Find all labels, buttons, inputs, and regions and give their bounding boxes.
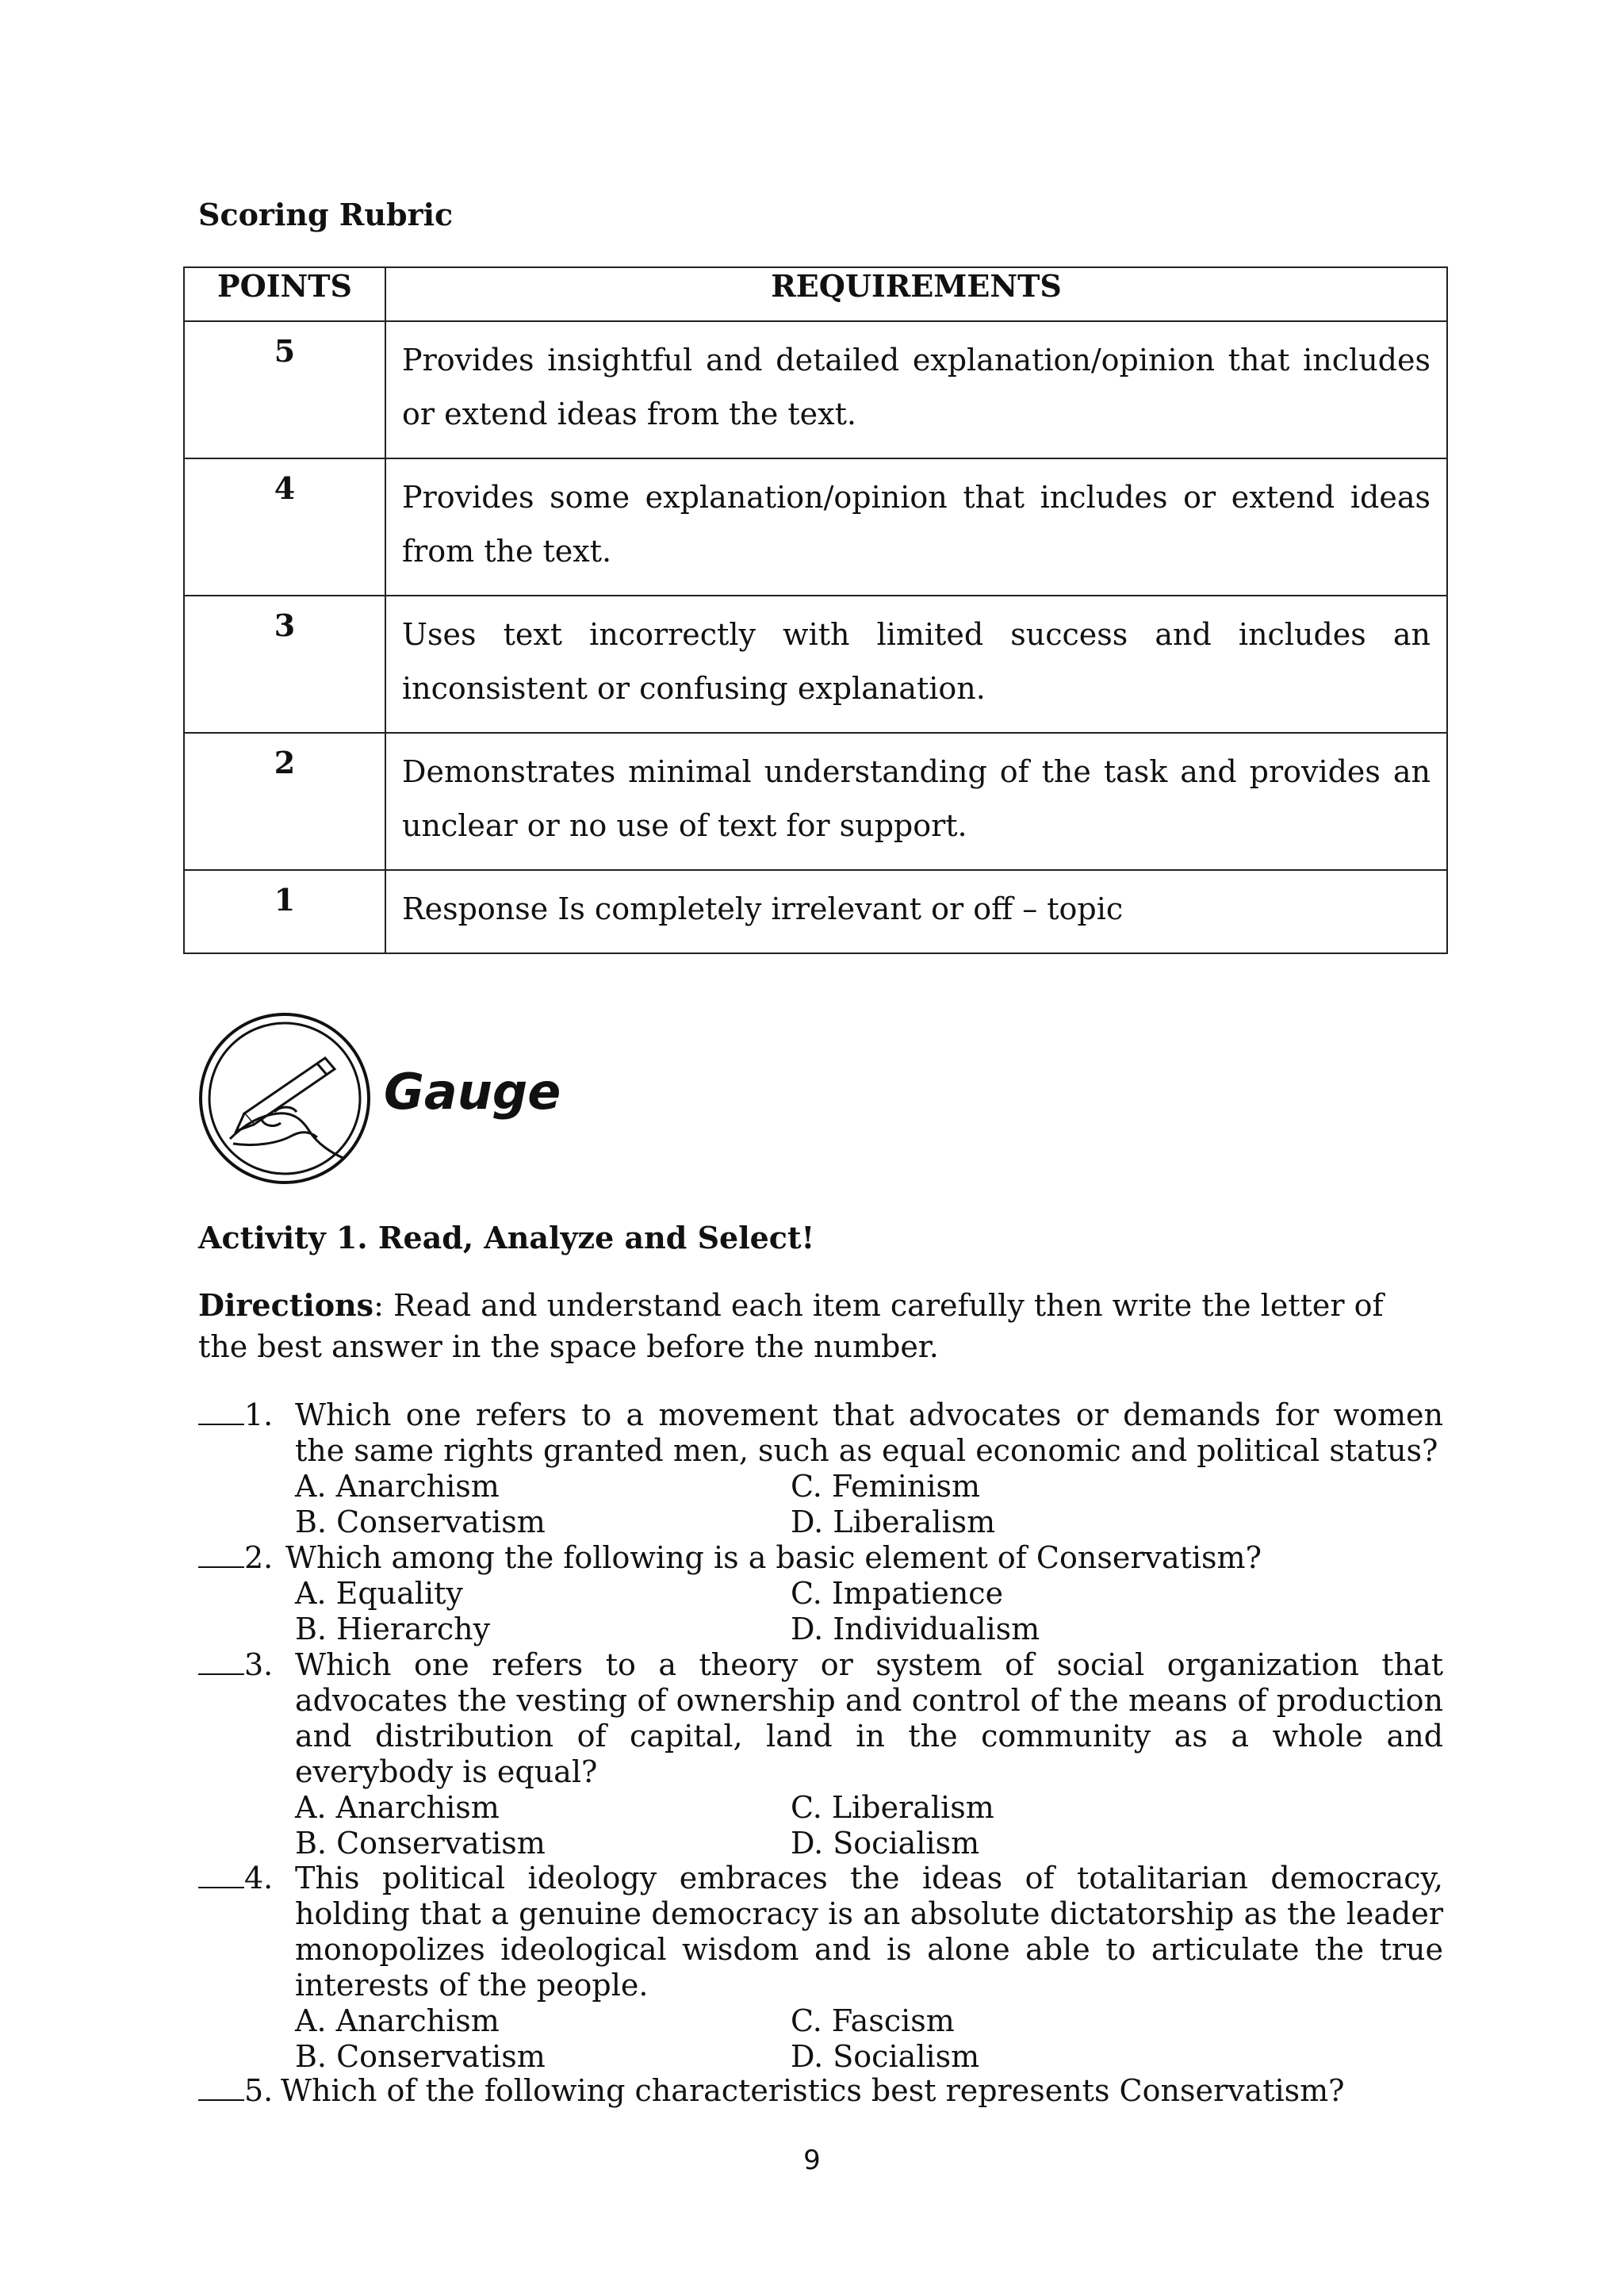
question-5 [198, 2073, 1443, 2109]
question-stem: Which one refers to a movement that advocates or demands for women the same rights granted men, such as equal economic and political status? [295, 1397, 1443, 1468]
points-cell: 1 [184, 870, 385, 953]
option-b: B. Hierarchy [295, 1612, 491, 1646]
option-a: A. Anarchism [295, 1790, 500, 1825]
option-d: D. Socialism [791, 1826, 980, 1861]
rubric-title: Scoring Rubric [198, 197, 454, 232]
option-b: B. Conservatism [295, 2039, 546, 2074]
option-d: D. Individualism [791, 1612, 1040, 1646]
question-stem: Which among the following is a basic element of Conservatism? [285, 1540, 1262, 1575]
option-c: C. Fascism [791, 2003, 955, 2038]
question-stem: Which of the following characteristics best represents Conservatism? [281, 2073, 1345, 2108]
options [295, 1469, 1443, 1540]
option-b: B. Conservatism [295, 1826, 546, 1861]
option-b: B. Conservatism [295, 1504, 546, 1539]
directions-label: Directions [198, 1287, 374, 1323]
requirement-cell: Response Is completely irrelevant or off – topic [385, 870, 1447, 953]
options [295, 2003, 1443, 2075]
header-requirements: REQUIREMENTS [385, 267, 1447, 321]
table-header-row [184, 267, 1447, 321]
answer-blank[interactable] [198, 1543, 244, 1568]
answer-blank[interactable] [198, 1863, 244, 1888]
question-number: 5. [244, 2073, 274, 2108]
question-number: 2. [244, 1540, 274, 1575]
option-d: D. Liberalism [791, 1504, 996, 1539]
options [295, 1790, 1443, 1861]
option-a: A. Anarchism [295, 2003, 500, 2038]
table-row [184, 321, 1447, 458]
requirement-cell: Demonstrates minimal understanding of the task and provides an unclear or no use of text for support. [385, 733, 1447, 870]
scoring-rubric-table [183, 266, 1448, 954]
page-number: 9 [803, 2145, 821, 2176]
table-row [184, 458, 1447, 596]
table-row [184, 733, 1447, 870]
answer-blank[interactable] [198, 1400, 244, 1425]
section-title: Gauge [384, 1063, 561, 1121]
option-c: C. Feminism [791, 1469, 981, 1504]
activity-title: Activity 1. Read, Analyze and Select! [198, 1220, 815, 1255]
question-4 [198, 1861, 1443, 2075]
question-2 [198, 1540, 1443, 1647]
table-row [184, 596, 1447, 733]
option-a: A. Equality [295, 1576, 463, 1611]
option-a: A. Anarchism [295, 1469, 500, 1504]
header-points: POINTS [184, 267, 385, 321]
answer-blank[interactable] [198, 1650, 244, 1675]
requirement-cell: Uses text incorrectly with limited success and includes an inconsistent or confusing explanation. [385, 596, 1447, 733]
requirement-cell: Provides some explanation/opinion that includes or extend ideas from the text. [385, 458, 1447, 596]
option-c: C. Liberalism [791, 1790, 994, 1825]
option-c: C. Impatience [791, 1576, 1004, 1611]
requirement-cell: Provides insightful and detailed explanation/opinion that includes or extend ideas from the text. [385, 321, 1447, 458]
question-number: 1. [244, 1397, 274, 1432]
points-cell: 5 [184, 321, 385, 458]
points-cell: 4 [184, 458, 385, 596]
table-row [184, 870, 1447, 953]
options [295, 1576, 1443, 1647]
directions-text: : Read and understand each item carefully then write the letter of the best answer in the space before the number. [198, 1288, 1384, 1364]
points-cell: 3 [184, 596, 385, 733]
hand-writing-pencil-icon [198, 1012, 371, 1185]
question-1 [198, 1397, 1443, 1540]
points-cell: 2 [184, 733, 385, 870]
question-stem: Which one refers to a theory or system of social organization that advocates the vesting of ownership and control of the means of production and distribution of capital, land in the community as a whole and everybody is equal? [295, 1647, 1443, 1789]
option-d: D. Socialism [791, 2039, 980, 2074]
question-number: 4. [244, 1861, 274, 1895]
question-number: 3. [244, 1647, 274, 1682]
answer-blank[interactable] [198, 2076, 244, 2101]
directions [198, 1285, 1435, 1367]
question-stem: This political ideology embraces the ideas of totalitarian democracy, holding that a genuine democracy is an absolute dictatorship as the leader monopolizes ideological wisdom and is alone able to articulate the true interests of the people. [295, 1861, 1443, 2003]
question-3 [198, 1647, 1443, 1861]
